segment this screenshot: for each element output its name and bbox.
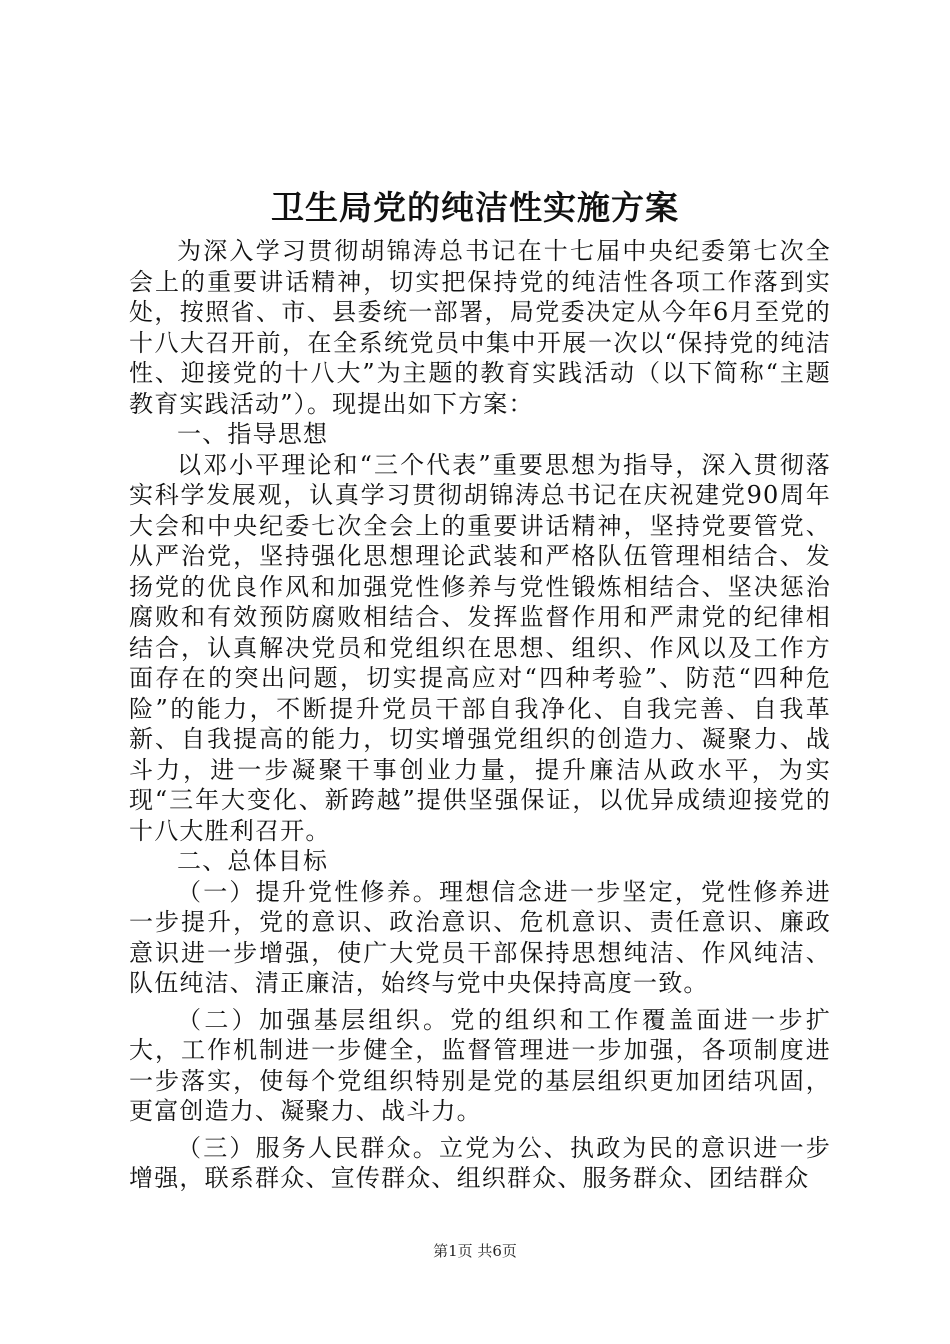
guiding-thought-paragraph: 以邓小平理论和“三个代表”重要思想为指导，深入贯彻落实科学发展观，认真学习贯彻胡锦涛总书记在庆祝建党90周年大会和中央纪委七次全会上的重要讲话精神，坚持党要管党、从严治党，坚持强化思想理论武装和严格队伍管理相结合、发扬党的优良作风和加强党性修养与党性锻炼相结合、坚决惩治腐败和有效预防腐败相结合、发挥监督作用和严肃党的纪律相结合，认真解决党员和党组织在思想、组织、作风以及工作方面存在的突出问题，切实提高应对“四种考验”、防范“四种危险”的能力，不断提升党员干部自我净化、自我完善、自我革新、自我提高的能力，切实增强党组织的创造力、凝聚力、战斗力，进一步凝聚干事创业力量，提升廉洁从政水平，为实现“三年大变化、新跨越”提供坚强保证，以优异成绩迎接党的十八大胜利召开。	[129, 450, 831, 845]
intro-paragraph: 为深入学习贯彻胡锦涛总书记在十七届中央纪委第七次全会上的重要讲话精神，切实把保持党的纯洁性各项工作落到实处，按照省、市、县委统一部署，局党委决定从今年6月至党的十八大召开前，在全系统党员中集中开展一次以“保持党的纯洁性、迎接党的十八大”为主题的教育实践活动（以下简称“主题教育实践活动”）。现提出如下方案：	[129, 237, 831, 418]
document-title: 卫生局党的纯洁性实施方案	[271, 188, 679, 227]
document-body	[129, 236, 831, 1194]
goal-paragraph-1: （一）提升党性修养。理想信念进一步坚定，党性修养进一步提升，党的意识、政治意识、危机意识、责任意识、廉政意识进一步增强，使广大党员干部保持思想纯洁、作风纯洁、队伍纯洁、清正廉洁，始终与党中央保持高度一致。	[129, 877, 831, 997]
page-number-footer: 第1页 共6页	[433, 1242, 517, 1260]
section-heading-guiding-thought: 一、指导思想	[177, 420, 329, 448]
section-heading-overall-goals: 二、总体目标	[177, 847, 329, 875]
goal-paragraph-2: （二）加强基层组织。党的组织和工作覆盖面进一步扩大，工作机制进一步健全，监督管理进一步加强，各项制度进一步落实，使每个党组织特别是党的基层组织更加团结巩固，更富创造力、凝聚力、战斗力。	[129, 1005, 831, 1125]
goal-paragraph-3: （三）服务人民群众。立党为公、执政为民的意识进一步增强，联系群众、宣传群众、组织群众、服务群众、团结群众	[129, 1133, 831, 1192]
